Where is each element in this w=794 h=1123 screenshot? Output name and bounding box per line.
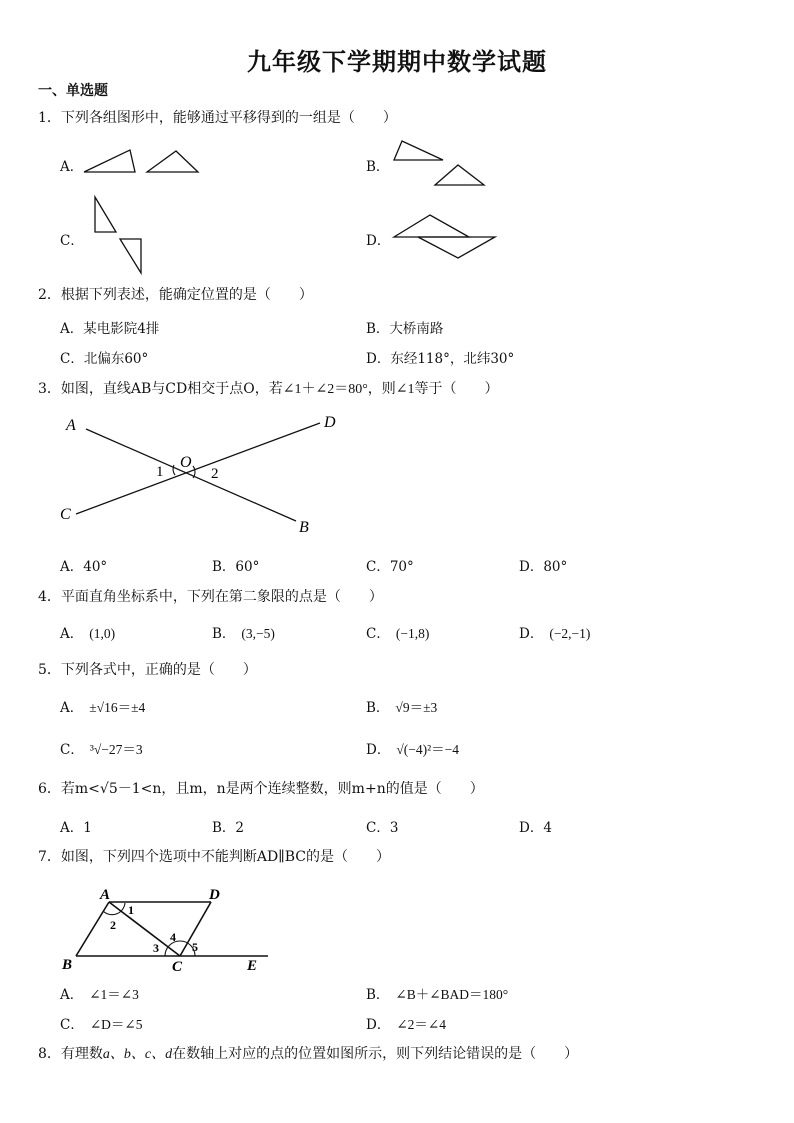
q8-stem-text: 在数轴上对应的点的位置如图所示，则下列结论错误的是（ ） [172,1046,579,1062]
q7-option-a[interactable] [60,983,139,1003]
q1-option-d-label[interactable]: D． [366,233,391,249]
q3-option-d[interactable]: D．80° [519,559,568,575]
q3-stem-angle: ∠1 [395,382,415,397]
q2-option-d[interactable]: D．东经118°，北纬30° [366,351,515,367]
q5-option-expr: ±√16＝±4 [89,700,146,715]
line-ac [109,902,180,956]
label-e: E [247,958,258,974]
q1-option-a-label[interactable]: A． [60,159,84,175]
q3-stem-text: 等于（ ） [414,381,499,397]
q3-stem-text: ，则 [367,381,396,397]
q7-option-expr: ∠B＋∠BAD＝180° [395,987,509,1002]
q7-option-b[interactable] [366,983,508,1003]
q3-stem-equation: ∠1＋∠2＝80° [282,382,368,397]
q7-option-label: C． [60,1017,84,1033]
label-1: 1 [156,464,164,480]
q7-stem: 7．如图，下列四个选项中不能判断AD∥BC的是（ ） [38,849,390,865]
q8-stem-text: 8．有理数 [38,1046,103,1062]
q5-option-label: A． [60,700,84,716]
q7-option-label: A． [60,987,84,1003]
q3-option-a[interactable]: A．40° [60,559,108,575]
q5-option-label: D． [366,742,391,758]
q4-option-label: B． [212,626,236,642]
q6-option-d[interactable]: D．4 [519,820,552,836]
q3-option-c[interactable]: C．70° [366,559,414,575]
label-c: C [60,506,71,523]
q6-option-a[interactable]: A．1 [60,820,92,836]
q5-option-expr: √9＝±3 [395,700,438,715]
q4-option-label: C． [366,626,390,642]
label-3: 3 [153,941,159,955]
q6-option-b[interactable]: B．2 [212,820,245,836]
q7-option-expr: ∠D＝∠5 [89,1017,143,1032]
label-b: B [299,519,309,536]
q4-option-value: (1,0) [89,626,116,641]
q4-option-label: A． [60,626,84,642]
q2-option-b[interactable]: B．大桥南路 [366,321,444,337]
label-a: A [100,887,111,903]
q6-option-c[interactable]: C．3 [366,820,399,836]
q1-option-b-label[interactable]: B． [366,159,390,175]
label-o: O [180,454,192,471]
q7-option-d[interactable] [366,1013,446,1033]
angle-arc-a [103,903,125,915]
label-2: 2 [211,466,219,482]
q4-option-label: D． [519,626,544,642]
q3-option-b[interactable]: B．60° [212,559,260,575]
q5-option-label: C． [60,742,84,758]
section-heading: 一、单选题 [38,83,108,99]
q5-option-expr: √(−4)²＝−4 [396,742,460,757]
label-4: 4 [170,930,176,944]
q5-option-expr: ³√−27＝3 [89,742,143,757]
label-5: 5 [192,940,198,954]
line-ab [76,902,109,956]
label-1: 1 [128,903,134,917]
q4-option-value: (3,−5) [241,626,275,641]
q7-option-label: B． [366,987,390,1003]
q5-option-label: B． [366,700,390,716]
q4-stem: 4．平面直角坐标系中，下列在第二象限的点是（ ） [38,589,383,605]
q1-option-c-label[interactable]: C． [60,233,84,249]
label-c: C [172,959,183,975]
page-title: 九年级下学期期中数学试题 [247,48,547,76]
q3-stem-text: 3．如图，直线AB与CD相交于点O，若 [38,381,283,397]
q7-option-expr: ∠1＝∠3 [89,987,139,1002]
q2-stem: 2．根据下列表述，能确定位置的是（ ） [38,287,313,303]
label-d: D [324,414,336,431]
q2-option-a[interactable]: A．某电影院4排 [60,321,160,337]
q1-stem: 1．下列各组图形中，能够通过平移得到的一组是（ ） [38,110,397,126]
q8-stem [38,1043,578,1063]
label-d: D [209,887,220,903]
label-2: 2 [110,918,116,932]
q8-stem-vars: a、b、c、d [102,1047,173,1062]
q7-option-label: D． [366,1017,391,1033]
q6-stem: 6．若m<√5－1<n，且m，n是两个连续整数，则m+n的值是（ ） [38,781,484,797]
q7-option-expr: ∠2＝∠4 [396,1017,446,1032]
q4-option-value: (−2,−1) [549,626,591,641]
label-b: B [62,957,73,973]
q7-option-c[interactable] [60,1013,142,1033]
q5-stem: 5．下列各式中，正确的是（ ） [38,662,257,678]
q4-option-value: (−1,8) [395,626,430,641]
label-a: A [66,417,76,434]
q2-option-c[interactable]: C．北偏东60° [60,351,149,367]
